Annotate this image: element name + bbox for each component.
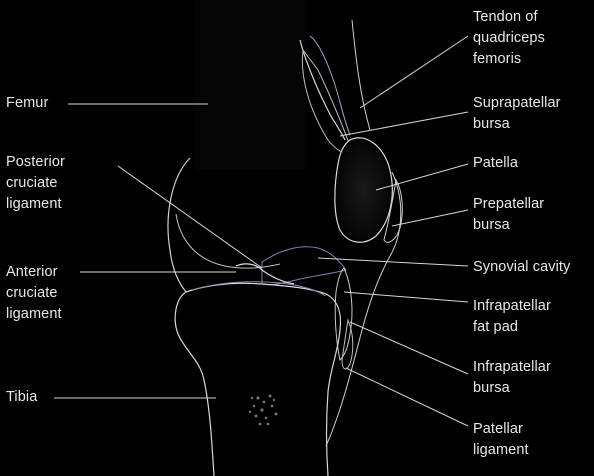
leader-suprapatellar-bursa (340, 112, 468, 136)
leader-patellar-ligament (346, 368, 468, 426)
label-femur: Femur (6, 95, 49, 111)
quadriceps-tendon-outer (352, 20, 370, 130)
label-synovial-cavity: Synovial cavity (473, 259, 571, 275)
synovial-cavity-shape (262, 247, 346, 285)
label-patella: Patella (473, 155, 519, 171)
leader-prepatellar-bursa (392, 210, 468, 226)
suprapatellar-bursa-shape (302, 50, 352, 153)
femur-shaft (195, 0, 305, 170)
label-infrapatellar-fat-pad: Infrapatellar fat pad (473, 298, 551, 335)
leader-posterior-cruciate (118, 166, 262, 268)
label-infrapatellar-bursa: Infrapatellar bursa (473, 359, 551, 396)
label-anterior-cruciate-ligament: Anterior cruciate ligament (6, 264, 62, 322)
label-suprapatellar-bursa: Suprapatellar bursa (473, 95, 561, 132)
label-tendon-of-quadriceps-femoris: Tendon of quadriceps femoris (473, 9, 545, 67)
patella-shape (335, 138, 392, 243)
leader-synovial-cavity (318, 258, 468, 266)
label-prepatellar-bursa: Prepatellar bursa (473, 196, 545, 233)
leader-tendon-quadriceps (360, 36, 468, 108)
leader-infrapatellar-bursa (350, 322, 468, 374)
tibia-outline (175, 292, 214, 476)
leader-infrapatellar-fat-pad (344, 292, 468, 302)
label-posterior-cruciate-ligament: Posterior cruciate ligament (6, 154, 65, 212)
tibia-trabecular-texture (249, 395, 278, 426)
tibia-plateau (186, 283, 340, 476)
label-patellar-ligament: Patellar ligament (473, 421, 529, 458)
label-tibia: Tibia (6, 389, 38, 405)
